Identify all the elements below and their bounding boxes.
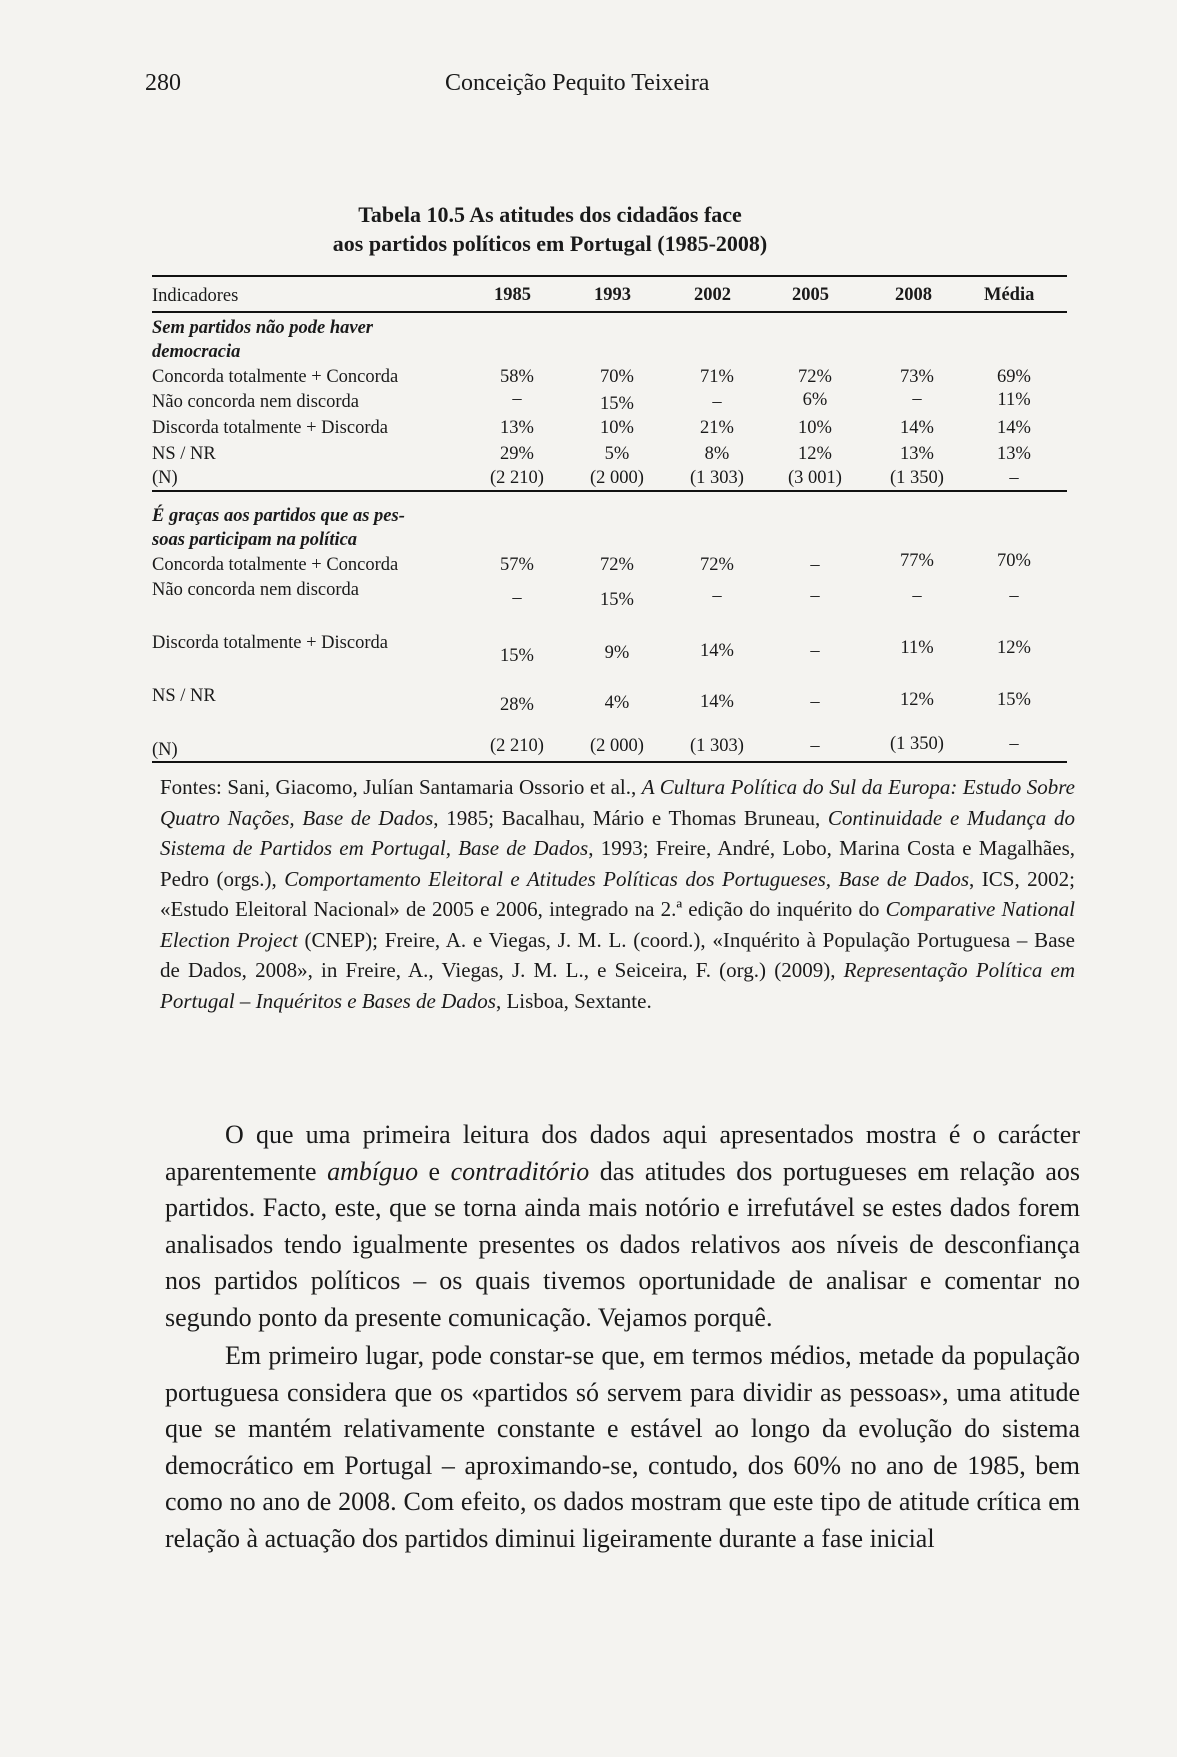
- col-header-media: Média: [984, 285, 1035, 305]
- emphasis: ambíguo: [327, 1156, 419, 1186]
- source-title: Representação Política em Portugal – Inquéritos e Bases de Dados: [160, 958, 1075, 1013]
- table-cell: –: [810, 641, 820, 661]
- table-cell: 5%: [604, 444, 630, 464]
- table-cell: 8%: [704, 444, 730, 464]
- table-cell: 57%: [500, 555, 534, 575]
- sources-text: (CNEP); Freire, A. e Viegas, J. M. L. (coord.), «Inquérito à População Portuguesa – Base de Dados, 2008», in Freire, A., Viegas, J. M. L., e Seiceira, F. (org.) (2009),: [160, 927, 1076, 982]
- table-cell: 12%: [900, 690, 934, 710]
- table-cell: 13%: [997, 444, 1031, 464]
- table-cell: 9%: [604, 643, 630, 663]
- table-cell: 15%: [997, 690, 1031, 710]
- col-header-2005: 2005: [792, 285, 829, 305]
- table-cell: –: [810, 692, 820, 712]
- col-header-1993: 1993: [594, 285, 631, 305]
- paragraph: [165, 1117, 1080, 1336]
- table-cell: 77%: [900, 551, 934, 571]
- table-cell: –: [512, 588, 522, 608]
- table-cell: –: [1009, 468, 1019, 488]
- table-cell: 28%: [500, 695, 534, 715]
- sources-text: , ICS, 2002; «Estudo Eleitoral Nacional» de 2005 e 2006, integrado na 2.ª edição do inquérito do: [160, 866, 1076, 921]
- table-cell: (2 000): [590, 736, 644, 756]
- table-top-rule: [152, 275, 1067, 277]
- table-title: [240, 200, 860, 258]
- table-cell: 4%: [604, 693, 630, 713]
- row-label: Concorda totalmente + Concorda: [152, 367, 399, 387]
- table-cell: 70%: [997, 551, 1031, 571]
- table-cell: (2 210): [490, 736, 544, 756]
- table-cell: (1 303): [690, 736, 744, 756]
- table-sources: [160, 772, 1075, 1016]
- row-label: NS / NR: [152, 686, 216, 706]
- table-cell: 11%: [997, 390, 1031, 410]
- source-title: Comportamento Eleitoral e Atitudes Políticas dos Portugueses, Base de Dados: [284, 866, 970, 891]
- source-title: Comparative National Election Project: [160, 897, 1076, 952]
- section-heading: [152, 504, 482, 552]
- table-cell: 21%: [700, 418, 734, 438]
- row-label: Não concorda nem discorda: [152, 580, 360, 600]
- table-cell: 10%: [798, 418, 832, 438]
- table-cell: 6%: [802, 390, 828, 410]
- table-cell: 10%: [600, 418, 634, 438]
- table-cell: (3 001): [788, 468, 842, 488]
- table-cell: –: [912, 586, 922, 606]
- table-title-line-1: Tabela 10.5 As atitudes dos cidadãos face: [358, 202, 742, 227]
- row-label: Discorda totalmente + Discorda: [152, 418, 388, 438]
- col-header-2008: 2008: [895, 285, 932, 305]
- table-cell: 70%: [600, 367, 634, 387]
- table-cell: –: [512, 389, 522, 409]
- section-heading: [152, 316, 482, 364]
- sources-text: Fontes: Sani, Giacomo, Julían Santamaria Ossorio et al.,: [160, 775, 642, 799]
- body-text: [165, 1117, 1080, 1557]
- row-label: Concorda totalmente + Concorda: [152, 555, 399, 575]
- paragraph-text: e: [418, 1156, 451, 1186]
- table-cell: (1 350): [890, 734, 944, 754]
- table-cell: 15%: [600, 394, 634, 414]
- table-cell: –: [912, 389, 922, 409]
- header-bottom-rule: [152, 311, 1067, 313]
- table-cell: –: [1009, 586, 1019, 606]
- section-heading-line: democracia: [152, 342, 241, 362]
- table-cell: –: [810, 586, 820, 606]
- table-cell: –: [712, 586, 722, 606]
- table-cell: 58%: [500, 367, 534, 387]
- page-number: 280: [145, 70, 181, 96]
- section-heading-line: Sem partidos não pode haver: [152, 318, 373, 338]
- table-cell: 72%: [700, 555, 734, 575]
- row-label: Não concorda nem discorda: [152, 392, 360, 412]
- col-header-1985: 1985: [494, 285, 531, 305]
- section-heading-line: É graças aos partidos que as pes-: [152, 506, 405, 526]
- col-header-2002: 2002: [694, 285, 731, 305]
- source-title: Continuidade e Mudança do Sistema de Partidos em Portugal, Base de Dados: [160, 805, 1075, 860]
- table-cell: (2 210): [490, 468, 544, 488]
- table-cell: 73%: [900, 367, 934, 387]
- section-heading-line: soas participam na política: [152, 530, 358, 550]
- sources-text: , Lisboa, Sextante.: [495, 988, 652, 1013]
- paragraph-text: das atitudes dos portugueses em relação aos partidos. Facto, este, que se torna ainda mais notório e irrefutável se estes dados forem analisados tendo igualmente presentes os dados relativos aos níveis de desconfiança nos partidos políticos – os quais tivemos oportunidade de analisar e comentar no segundo ponto da presente comunicação. Vejamos porquê.: [165, 1156, 1080, 1332]
- table-cell: 14%: [997, 418, 1031, 438]
- row-label: Discorda totalmente + Discorda: [152, 633, 388, 653]
- row-label: NS / NR: [152, 444, 216, 464]
- table-cell: –: [810, 555, 820, 575]
- sources-text: , 1993; Freire, André, Lobo, Marina Costa e Magalhães, Pedro (orgs.),: [160, 836, 1075, 891]
- table-cell: (1 350): [890, 468, 944, 488]
- table-cell: 13%: [500, 418, 534, 438]
- table-cell: 11%: [900, 638, 934, 658]
- sources-text: , 1985; Bacalhau, Mário e Thomas Bruneau,: [433, 805, 828, 830]
- table-cell: 72%: [600, 555, 634, 575]
- table-cell: 15%: [600, 590, 634, 610]
- table-cell: 15%: [500, 646, 534, 666]
- header-indicadores: Indicadores: [152, 286, 239, 306]
- section-divider-rule: [152, 490, 1067, 492]
- table-cell: (1 303): [690, 468, 744, 488]
- table-cell: 12%: [997, 638, 1031, 658]
- table-cell: –: [810, 736, 820, 756]
- paragraph-text: Em primeiro lugar, pode constar-se que, em termos médios, metade da população portuguesa considera que os «partidos só servem para dividir as pessoas», uma atitude que se mantém relativamente constante e estável ao longo da evolução do sistema democrático em Portugal – aproximando-se, contudo, dos 60% no ano de 1985, bem como no ano de 2008. Com efeito, os dados mostram que este tipo de atitude crítica em relação à actuação dos partidos diminui ligeiramente durante a fase inicial: [165, 1341, 1080, 1553]
- paragraph-text: O que uma primeira leitura dos dados aqui apresentados mostra é o carácter aparentemente: [165, 1120, 1080, 1186]
- table-cell: 29%: [500, 444, 534, 464]
- table-cell: 71%: [700, 367, 734, 387]
- running-head: [145, 70, 1075, 104]
- table-cell: 12%: [798, 444, 832, 464]
- source-title: A Cultura Política do Sul da Europa: Estudo Sobre Quatro Nações, Base de Dados: [160, 775, 1075, 830]
- row-label: (N): [152, 468, 178, 488]
- running-head-author: Conceição Pequito Teixeira: [445, 70, 710, 96]
- table-cell: (2 000): [590, 468, 644, 488]
- table-bottom-rule: [152, 761, 1067, 763]
- table-cell: 14%: [900, 418, 934, 438]
- row-label: (N): [152, 740, 178, 760]
- table-cell: 14%: [700, 641, 734, 661]
- table-cell: 14%: [700, 692, 734, 712]
- table-cell: 72%: [798, 367, 832, 387]
- table-cell: 69%: [997, 367, 1031, 387]
- table-cell: –: [1009, 734, 1019, 754]
- emphasis: contraditório: [450, 1156, 590, 1186]
- table-title-line-2: aos partidos políticos em Portugal (1985-2008): [332, 231, 768, 256]
- table-cell: –: [712, 392, 722, 412]
- paragraph: [165, 1338, 1080, 1557]
- table-cell: 13%: [900, 444, 934, 464]
